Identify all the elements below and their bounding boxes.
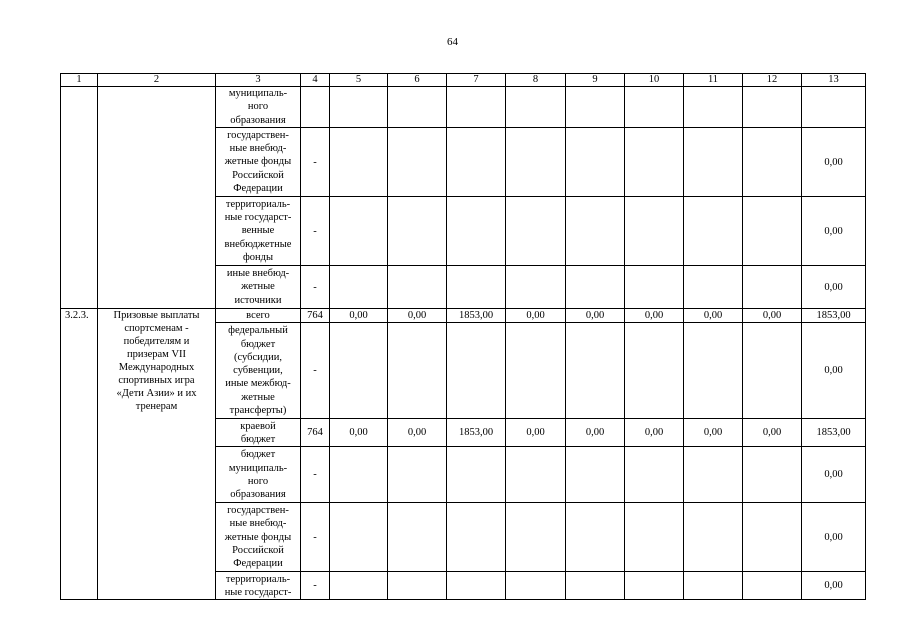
source-cell: государствен- ные внебюд- жетные фонды Российской Федерации: [216, 503, 301, 572]
table-row: [61, 309, 866, 323]
value-cell: [684, 503, 743, 572]
item-code: 3.2.3.: [61, 309, 98, 600]
value-cell: 764: [301, 419, 330, 447]
value-cell: 0,00: [743, 309, 802, 323]
value-cell: 0,00: [566, 309, 625, 323]
value-cell: [743, 447, 802, 503]
value-cell: [447, 572, 506, 600]
value-cell: [625, 572, 684, 600]
value-cell: [447, 503, 506, 572]
column-number: 9: [566, 74, 625, 87]
value-cell: [506, 266, 566, 309]
value-cell: 0,00: [802, 197, 866, 266]
value-cell: [330, 197, 388, 266]
value-cell: [684, 447, 743, 503]
value-cell: 0,00: [802, 572, 866, 600]
value-cell: -: [301, 503, 330, 572]
value-cell: [684, 266, 743, 309]
value-cell: 1853,00: [447, 419, 506, 447]
value-cell: 0,00: [625, 309, 684, 323]
value-cell: -: [301, 266, 330, 309]
value-cell: 0,00: [388, 419, 447, 447]
value-cell: [625, 266, 684, 309]
budget-table: [60, 73, 866, 600]
value-cell: [330, 503, 388, 572]
value-cell: [566, 323, 625, 419]
value-cell: [566, 447, 625, 503]
value-cell: [625, 87, 684, 128]
value-cell: [566, 197, 625, 266]
column-number: 7: [447, 74, 506, 87]
value-cell: 1853,00: [802, 419, 866, 447]
value-cell: [447, 266, 506, 309]
value-cell: [743, 572, 802, 600]
value-cell: 0,00: [388, 309, 447, 323]
source-cell: иные внебюд- жетные источники: [216, 266, 301, 309]
value-cell: [743, 266, 802, 309]
page-number: 64: [447, 36, 458, 48]
value-cell: 0,00: [684, 309, 743, 323]
value-cell: [506, 128, 566, 197]
value-cell: 1853,00: [802, 309, 866, 323]
value-cell: [330, 266, 388, 309]
value-cell: [447, 128, 506, 197]
value-cell: [388, 447, 447, 503]
source-cell: краевой бюджет: [216, 419, 301, 447]
value-cell: 0,00: [802, 447, 866, 503]
value-cell: [566, 128, 625, 197]
value-cell: [743, 503, 802, 572]
value-cell: [743, 197, 802, 266]
column-number: 4: [301, 74, 330, 87]
column-number: 1: [61, 74, 98, 87]
value-cell: -: [301, 572, 330, 600]
column-number: 11: [684, 74, 743, 87]
value-cell: [684, 572, 743, 600]
value-cell: 0,00: [506, 419, 566, 447]
value-cell: [330, 323, 388, 419]
source-cell: всего: [216, 309, 301, 323]
value-cell: [684, 128, 743, 197]
source-cell: территориаль- ные государст- венные внебюджетные фонды: [216, 197, 301, 266]
value-cell: 0,00: [802, 266, 866, 309]
value-cell: [301, 87, 330, 128]
value-cell: 1853,00: [447, 309, 506, 323]
value-cell: [566, 266, 625, 309]
column-number: 13: [802, 74, 866, 87]
value-cell: 0,00: [506, 309, 566, 323]
value-cell: 0,00: [330, 419, 388, 447]
value-cell: 0,00: [802, 503, 866, 572]
value-cell: [447, 197, 506, 266]
value-cell: [684, 323, 743, 419]
value-cell: [330, 87, 388, 128]
value-cell: [447, 87, 506, 128]
value-cell: 0,00: [684, 419, 743, 447]
value-cell: [330, 572, 388, 600]
value-cell: [388, 197, 447, 266]
value-cell: [684, 197, 743, 266]
value-cell: [566, 503, 625, 572]
code-cell-empty: [61, 87, 98, 309]
item-name: Призовые выплаты спортсменам - победителям и призерам VII Международных спортивных игра «Дети Азии» и их тренерам: [98, 309, 216, 600]
source-cell: федеральный бюджет (субсидии, субвенции, иные межбюд- жетные трансферты): [216, 323, 301, 419]
value-cell: [566, 572, 625, 600]
value-cell: [447, 323, 506, 419]
value-cell: [330, 447, 388, 503]
value-cell: 0,00: [802, 323, 866, 419]
source-cell: территориаль- ные государст-: [216, 572, 301, 600]
value-cell: [743, 323, 802, 419]
value-cell: [625, 128, 684, 197]
value-cell: 764: [301, 309, 330, 323]
value-cell: [743, 128, 802, 197]
column-number: 5: [330, 74, 388, 87]
value-cell: 0,00: [566, 419, 625, 447]
value-cell: [330, 128, 388, 197]
value-cell: [625, 503, 684, 572]
value-cell: [506, 323, 566, 419]
value-cell: -: [301, 447, 330, 503]
column-number: 10: [625, 74, 684, 87]
value-cell: -: [301, 323, 330, 419]
value-cell: [684, 87, 743, 128]
value-cell: [625, 323, 684, 419]
column-number: 12: [743, 74, 802, 87]
source-cell: муниципаль- ного образования: [216, 87, 301, 128]
column-number: 3: [216, 74, 301, 87]
value-cell: [506, 447, 566, 503]
value-cell: [625, 447, 684, 503]
value-cell: [625, 197, 684, 266]
value-cell: [388, 128, 447, 197]
column-number: 6: [388, 74, 447, 87]
value-cell: 0,00: [625, 419, 684, 447]
column-number: 2: [98, 74, 216, 87]
value-cell: [506, 87, 566, 128]
value-cell: -: [301, 128, 330, 197]
value-cell: 0,00: [743, 419, 802, 447]
name-cell-empty: [98, 87, 216, 309]
value-cell: 0,00: [802, 128, 866, 197]
value-cell: [802, 87, 866, 128]
source-cell: государствен- ные внебюд- жетные фонды Российской Федерации: [216, 128, 301, 197]
column-number-row: [61, 74, 866, 87]
value-cell: [566, 87, 625, 128]
value-cell: [506, 572, 566, 600]
value-cell: [388, 87, 447, 128]
value-cell: [447, 447, 506, 503]
value-cell: [743, 87, 802, 128]
value-cell: [506, 503, 566, 572]
value-cell: -: [301, 197, 330, 266]
value-cell: [388, 266, 447, 309]
value-cell: [506, 197, 566, 266]
value-cell: [388, 572, 447, 600]
value-cell: 0,00: [330, 309, 388, 323]
value-cell: [388, 503, 447, 572]
column-number: 8: [506, 74, 566, 87]
value-cell: [388, 323, 447, 419]
source-cell: бюджет муниципаль- ного образования: [216, 447, 301, 503]
table-row: [61, 87, 866, 128]
